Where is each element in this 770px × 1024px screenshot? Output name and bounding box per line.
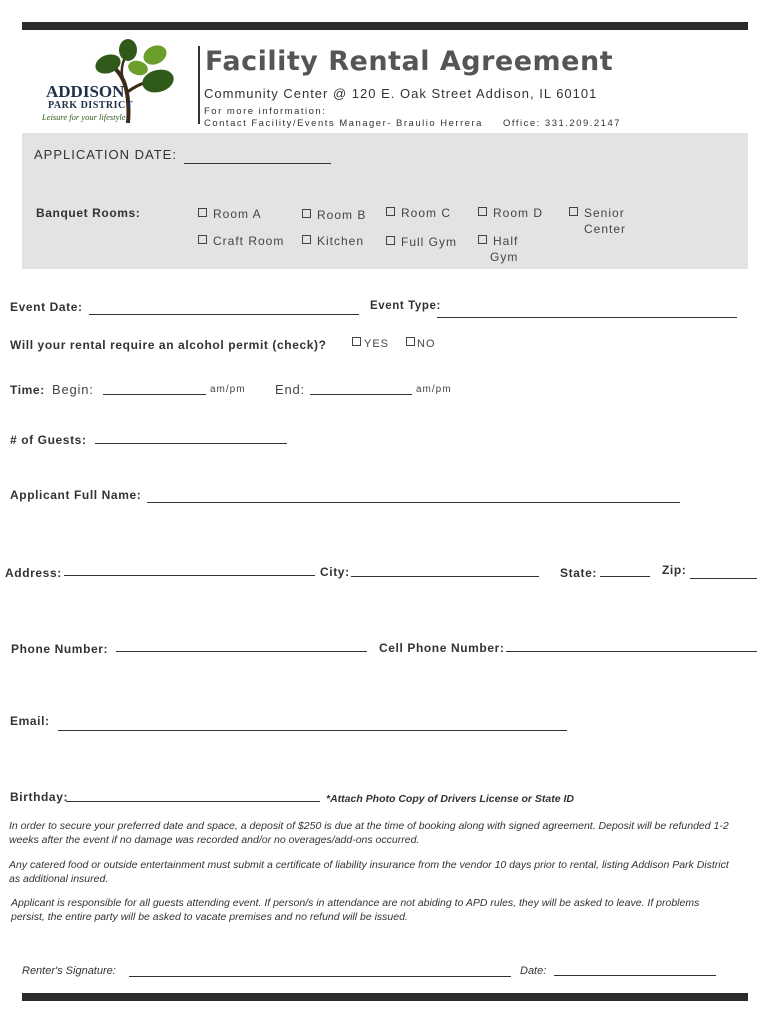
insurance-terms: Any catered food or outside entertainment must submit a certificate of liability insurance from the vendor 10 days prior to rental, listing Addison Park District as additional insured. [9, 859, 729, 885]
end-time-field[interactable] [310, 394, 412, 395]
logo-sub: PARK DISTRICT [48, 100, 133, 111]
application-date-field[interactable] [184, 163, 331, 164]
half-gym-checkbox[interactable]: Half [478, 234, 518, 248]
application-date-label: APPLICATION DATE: [34, 147, 177, 162]
event-type-field[interactable] [437, 317, 737, 318]
top-border-bar [22, 22, 748, 30]
applicant-name-field[interactable] [147, 502, 680, 503]
senior-center-checkbox[interactable]: Senior [569, 206, 625, 220]
begin-time-field[interactable] [103, 394, 206, 395]
zip-field[interactable] [690, 578, 757, 579]
end-ampm-label: am/pm [416, 384, 452, 395]
begin-ampm-label: am/pm [210, 384, 246, 395]
signature-field[interactable] [129, 976, 511, 977]
attach-id-note: *Attach Photo Copy of Drivers License or State ID [326, 793, 574, 805]
logo-name: ADDISON [46, 82, 125, 101]
room-b-checkbox[interactable]: Room B [302, 208, 366, 222]
cell-phone-label: Cell Phone Number: [379, 641, 505, 655]
room-d-checkbox[interactable]: Room D [478, 206, 543, 220]
applicant-name-label: Applicant Full Name: [10, 488, 142, 502]
header-address: Community Center @ 120 E. Oak Street Addison, IL 60101 [204, 86, 598, 101]
header-office: Office: 331.209.2147 [503, 118, 622, 129]
phone-field[interactable] [116, 651, 367, 652]
room-a-checkbox[interactable]: Room A [198, 207, 262, 221]
event-date-field[interactable] [89, 314, 359, 315]
time-label: Time: [10, 383, 45, 397]
event-date-label: Event Date: [10, 300, 83, 314]
guests-field[interactable] [95, 443, 287, 444]
signature-label: Renter's Signature: [22, 965, 116, 977]
craft-room-checkbox[interactable]: Craft Room [198, 234, 284, 248]
application-panel [22, 133, 748, 269]
event-type-label: Event Type: [370, 300, 441, 312]
logo-tagline: Leisure for your lifestyle [42, 112, 126, 122]
city-label: City: [320, 565, 350, 579]
logo [40, 38, 185, 128]
senior-center-label-2: Center [584, 222, 627, 236]
address-label: Address: [5, 566, 62, 580]
begin-label: Begin: [52, 382, 94, 397]
email-field[interactable] [58, 730, 567, 731]
header-contact: Contact Facility/Events Manager- Braulio Herrera [204, 118, 483, 129]
signature-date-label: Date: [520, 965, 547, 977]
header-divider [198, 46, 200, 124]
conduct-terms: Applicant is responsible for all guests attending event. If person/s in attendance are not abiding to APD rules, they will be asked to leave. If problems persist, the entire party will be asked to vacate premises and no refund will be issued. [11, 897, 700, 923]
cell-phone-field[interactable] [506, 651, 757, 652]
zip-label: Zip: [662, 563, 687, 577]
end-label: End: [275, 382, 305, 397]
state-field[interactable] [600, 576, 650, 577]
alcohol-yes-checkbox[interactable]: YES [352, 337, 389, 350]
bottom-border-bar [22, 993, 748, 1001]
signature-date-field[interactable] [554, 975, 716, 976]
half-gym-label-2: Gym [490, 250, 519, 264]
state-label: State: [560, 566, 597, 580]
address-field[interactable] [64, 575, 315, 576]
birthday-label: Birthday: [10, 790, 69, 804]
header-more-info: For more information: [204, 106, 327, 117]
alcohol-permit-label: Will your rental require an alcohol permit (check)? [10, 338, 327, 352]
alcohol-no-checkbox[interactable]: NO [406, 337, 436, 350]
guests-label: # of Guests: [10, 433, 87, 447]
phone-label: Phone Number: [11, 642, 109, 656]
deposit-terms: In order to secure your preferred date and space, a deposit of $250 is due at the time of booking along with signed agreement. Deposit will be refunded 1-2 weeks after the event if no damage was recorded and/or no overages/add-ons occurred. [9, 820, 729, 846]
page-title: Facility Rental Agreement [205, 46, 614, 77]
city-field[interactable] [351, 576, 539, 577]
kitchen-checkbox[interactable]: Kitchen [302, 234, 364, 248]
email-label: Email: [10, 714, 50, 728]
full-gym-checkbox[interactable]: Full Gym [386, 235, 457, 249]
birthday-field[interactable] [66, 801, 320, 802]
banquet-rooms-label: Banquet Rooms: [36, 206, 141, 220]
room-c-checkbox[interactable]: Room C [386, 206, 451, 220]
